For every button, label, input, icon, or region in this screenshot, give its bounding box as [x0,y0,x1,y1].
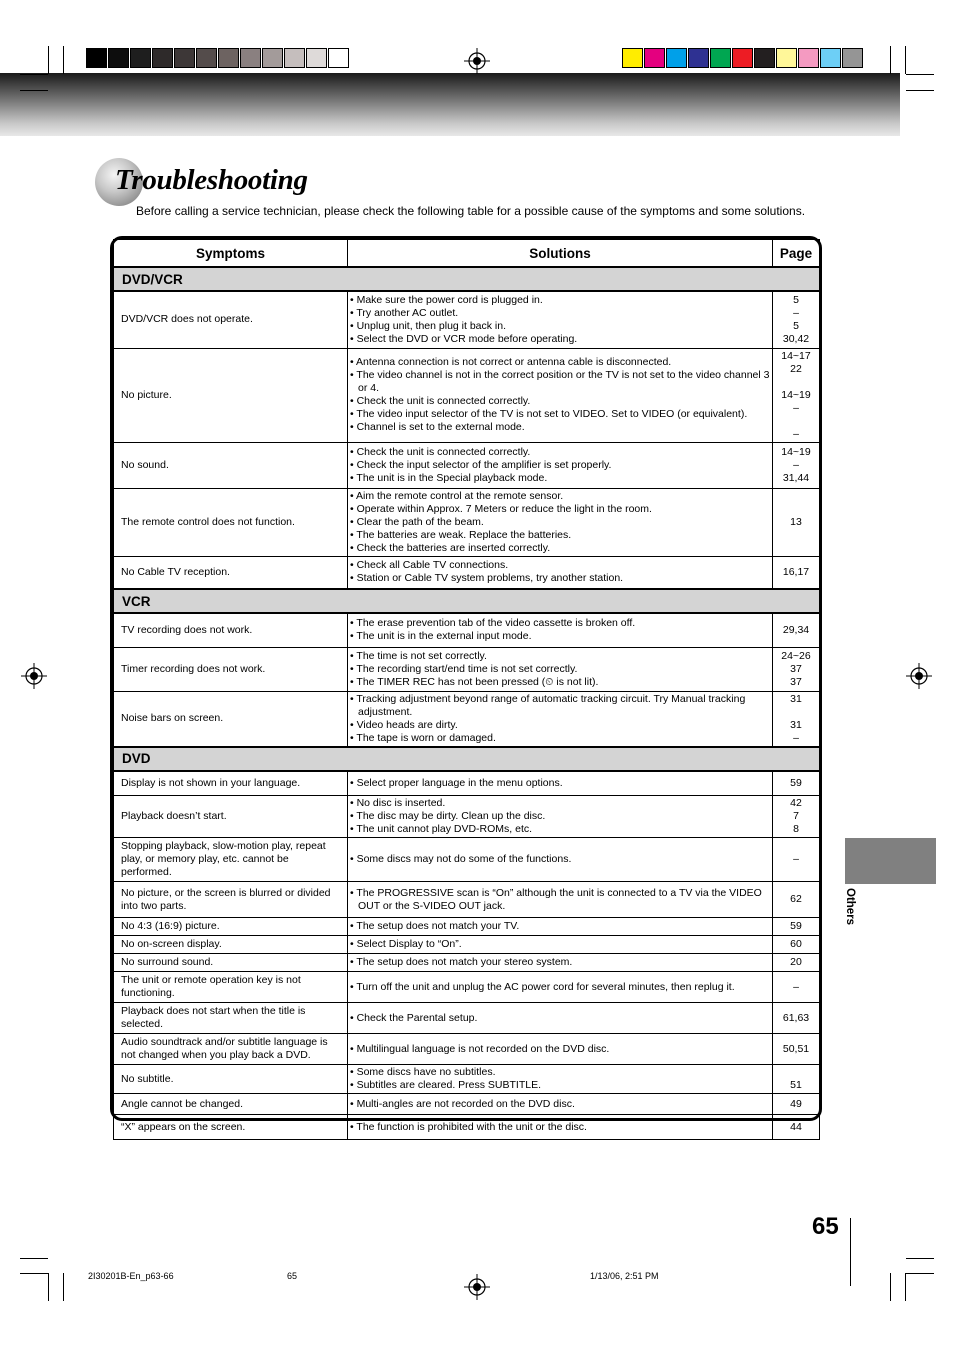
color-swatch [732,48,753,68]
color-swatch [798,48,819,68]
page-ref: 37 [790,675,802,688]
gray-swatch [306,48,327,68]
intro-text: Before calling a service technician, please check the following table for a possible cause of the symptoms and some solutions. [136,204,806,218]
title-block [95,158,495,208]
table-row [114,771,820,796]
page-ref: 31,44 [782,471,810,484]
page-cell [773,918,820,936]
solutions-cell [348,291,773,348]
page-ref: 8 [793,823,799,835]
color-swatch [644,48,665,68]
side-tab-label [838,888,862,948]
table-row [114,488,820,556]
table-row [114,1065,820,1094]
symptom-cell: Angle cannot be changed. [114,1094,348,1115]
color-swatch [688,48,709,68]
solution-item: • The setup does not match your TV. [350,920,520,932]
table-row [114,691,820,747]
solutions-cell [348,647,773,691]
table-row [114,1115,820,1140]
symptom-cell: Display is not shown in your language. [114,771,348,796]
symptom-cell: No sound. [114,442,348,488]
page-cell [773,771,820,796]
page-ref: 44 [790,1120,802,1133]
table-row [114,882,820,918]
solutions-cell [348,1034,773,1065]
symptom-cell: No picture, or the screen is blurred or divided into two parts. [114,882,348,918]
color-swatch [842,48,863,68]
page-cell [773,488,820,556]
gray-swatch [262,48,283,68]
solution-item: • Multilingual language is not recorded on the DVD disc. [350,1042,610,1055]
page-cell [773,936,820,954]
crop-mark [20,90,48,91]
table-row [114,1094,820,1115]
page-ref: 5 [793,319,799,332]
page-number: 65 [812,1213,839,1240]
table-row [114,918,820,936]
page-ref: 50,51 [782,1042,810,1055]
solution-item: • Unplug unit, then plug it back in. [350,319,507,332]
table-row [114,954,820,972]
gray-swatch [196,48,217,68]
solution-item: • Tracking adjustment beyond range of automatic tracking circuit. Try Manual tracking adjustment. [350,692,746,718]
page-ref: 59 [790,776,802,789]
solution-item: • Check the unit is connected correctly. [350,445,531,458]
symptom-cell: The unit or remote operation key is not functioning. [114,972,348,1003]
solution-item: • Check the input selector of the amplifier is set properly. [350,458,612,471]
solution-item: • Some discs have no subtitles. [350,1066,496,1078]
page-cell [773,1034,820,1065]
crop-mark [905,1273,906,1301]
gray-swatch [218,48,239,68]
page-ref [773,706,819,719]
page-cell [773,556,820,589]
page-cell [773,442,820,488]
symptom-cell: No picture. [114,348,348,442]
header-solutions: Solutions [348,240,773,268]
header-page: Page [773,240,820,268]
table-header-row [114,240,820,268]
page-ref [773,415,819,428]
gray-swatch [130,48,151,68]
solution-item: • Make sure the power cord is plugged in. [350,293,543,306]
solution-item: • Turn off the unit and unplug the AC power cord for several minutes, then replug it. [350,980,735,993]
page-ref: – [793,731,799,744]
section-row [114,267,820,291]
page-ref: 14~19 [781,445,811,458]
page-ref: 62 [790,893,802,905]
solution-item: • Operate within Approx. 7 Meters or reduce the light in the room. [350,502,652,515]
table-row [114,972,820,1003]
solution-item: • The recording start/end time is not set correctly. [350,662,578,675]
troubleshooting-grid [113,239,820,1140]
crop-mark [48,46,49,74]
table-row [114,1003,820,1034]
page-ref: 42 [790,797,802,809]
solution-item: • The unit is in the external input mode. [350,630,532,643]
solution-item: • Some discs may not do some of the functions. [350,853,572,865]
solutions-cell [348,442,773,488]
symptom-cell: TV recording does not work. [114,613,348,647]
solution-item: • Try another AC outlet. [350,306,459,319]
solution-item: • Aim the remote control at the remote sensor. [350,489,564,502]
crop-mark [890,1273,891,1301]
page-cell [773,838,820,882]
solutions-cell [348,556,773,589]
header-banner [0,73,900,136]
page-ref: 16,17 [782,565,810,578]
table-row [114,291,820,348]
solution-item: • The video channel is not in the correct position or the TV is not set to the video channel 3 or 4. [350,369,770,394]
crop-mark [890,46,891,74]
table-row [114,1034,820,1065]
symptom-cell: Audio soundtrack and/or subtitle language is not changed when you play back a DVD. [114,1034,348,1065]
registration-mark-icon [21,663,47,689]
symptom-cell: Stopping playback, slow-motion play, repeat play, or memory play, etc. cannot be performed. [114,838,348,882]
solution-item: • The function is prohibited with the unit or the disc. [350,1120,587,1133]
crop-mark [906,1258,934,1259]
page-ref: 61,63 [782,1011,810,1024]
page-ref: 49 [790,1097,802,1110]
solutions-cell [348,613,773,647]
page-ref: 7 [793,810,799,822]
crop-mark [20,1273,48,1274]
side-tab-text: Others [844,888,856,926]
solutions-cell [348,488,773,556]
symptom-cell: No Cable TV reception. [114,556,348,589]
section-row [114,747,820,771]
table-body [114,267,820,1140]
table-row [114,838,820,882]
solutions-cell [348,1115,773,1140]
page-ref: 31 [790,718,802,731]
solution-item: • Select proper language in the menu options. [350,776,563,789]
gray-swatch [328,48,349,68]
solution-item: • Antenna connection is not correct or antenna cable is disconnected. [350,356,672,368]
solutions-cell [348,691,773,747]
page-cell [773,1003,820,1034]
page-ref: 20 [790,956,802,968]
symptom-cell: “X” appears on the screen. [114,1115,348,1140]
solution-item: • The batteries are weak. Replace the batteries. [350,528,572,541]
page-cell [773,796,820,838]
solution-item: • Check the batteries are inserted correctly. [350,541,551,554]
page-cell [773,1094,820,1115]
solutions-cell [348,771,773,796]
color-swatch [820,48,841,68]
page-cell [773,691,820,747]
registration-mark-icon [906,663,932,689]
color-swatch [776,48,797,68]
symptom-cell: The remote control does not function. [114,488,348,556]
page-ref: – [793,458,799,471]
page-ref: 13 [790,515,802,528]
registration-mark-icon [464,48,490,74]
solutions-cell [348,972,773,1003]
crop-mark [63,46,64,74]
solutions-cell [348,348,773,442]
solution-item: • Check the unit is connected correctly. [350,395,531,407]
page-cell [773,348,820,442]
crop-mark [906,1273,934,1274]
footer-page: 65 [287,1271,298,1281]
solution-item: • Check all Cable TV connections. [350,559,509,572]
divider-line [850,1218,851,1286]
table-row [114,796,820,838]
color-swatch [666,48,687,68]
gray-swatch [174,48,195,68]
symptom-cell: DVD/VCR does not operate. [114,291,348,348]
solution-item: • The tape is worn or damaged. [350,731,496,744]
footer-code: 2I30201B-En_p63-66 [88,1271,174,1281]
crop-mark [905,46,906,74]
table-row [114,348,820,442]
page-ref: 59 [790,920,802,932]
page-cell [773,1115,820,1140]
table-row [114,556,820,589]
symptom-cell: Timer recording does not work. [114,647,348,691]
symptom-cell: Playback doesn’t start. [114,796,348,838]
crop-mark [20,1258,48,1259]
solutions-cell [348,882,773,918]
page-cell [773,613,820,647]
solution-item: • Video heads are dirty. [350,718,458,731]
page-cell [773,972,820,1003]
color-swatch [710,48,731,68]
footer-date: 1/13/06, 2:51 PM [590,1271,659,1281]
crop-mark [48,1273,49,1301]
color-swatch [622,48,643,68]
gray-swatch [86,48,107,68]
symptom-cell: No 4:3 (16:9) picture. [114,918,348,936]
solutions-cell [348,936,773,954]
solution-item: • The unit is in the Special playback mode. [350,471,548,484]
page-ref: – [793,853,799,865]
crop-mark [906,74,934,75]
page-ref: – [793,306,799,319]
solution-item: • Subtitles are cleared. Press SUBTITLE. [350,1079,541,1091]
solutions-cell [348,954,773,972]
section-title: DVD [114,747,820,771]
solution-item: • The video input selector of the TV is not set to VIDEO. Set to VIDEO (or equivalent). [350,408,748,420]
gray-swatch [152,48,173,68]
solution-item: • The unit cannot play DVD-ROMs, etc. [350,823,533,835]
solutions-cell [348,838,773,882]
page-cell [773,291,820,348]
page-ref: 5 [793,293,799,306]
solutions-cell [348,918,773,936]
table-row [114,936,820,954]
solutions-cell [348,1094,773,1115]
page-ref: – [793,401,799,414]
page-ref: – [793,980,799,993]
symptom-cell: No on-screen display. [114,936,348,954]
page-ref: 14~17 [781,349,811,362]
page-ref: 14~19 [781,388,811,401]
page-ref: 22 [790,362,802,375]
side-tab [845,838,936,884]
solutions-cell [348,1065,773,1094]
solution-item: • No disc is inserted. [350,797,446,809]
section-title: DVD/VCR [114,267,820,291]
page-title: Troubleshooting [115,164,308,196]
page-ref: 60 [790,938,802,950]
solution-item: • Select Display to “On”. [350,938,462,950]
page-cell [773,954,820,972]
solution-item: • The erase prevention tab of the video cassette is broken off. [350,617,636,630]
symptom-cell: Playback does not start when the title is selected. [114,1003,348,1034]
solution-item: • The PROGRESSIVE scan is “On” although the unit is connected to a TV via the VIDEO OUT or the S-VIDEO OUT jack. [350,886,762,912]
table-row [114,613,820,647]
solution-item: • The TIMER REC has not been pressed (⏲ is not lit). [350,675,599,688]
solutions-cell [348,1003,773,1034]
page-ref [773,1066,819,1079]
solution-item: • The disc may be dirty. Clean up the disc. [350,810,546,822]
solution-item: • Clear the path of the beam. [350,515,484,528]
page-cell [773,1065,820,1094]
crop-mark [63,1273,64,1301]
symptom-cell: No subtitle. [114,1065,348,1094]
registration-mark-icon [464,1274,490,1300]
troubleshooting-table [110,236,822,1133]
page-ref: 37 [790,662,802,675]
crop-mark [906,90,934,91]
page-ref: 51 [790,1079,802,1091]
page-cell [773,882,820,918]
solution-item: • Channel is set to the external mode. [350,421,525,433]
symptom-cell: No surround sound. [114,954,348,972]
solution-item: • Select the DVD or VCR mode before operating. [350,332,578,345]
page-ref: – [793,427,799,440]
solutions-cell [348,796,773,838]
header-symptoms: Symptoms [114,240,348,268]
page-ref: 24~26 [781,649,811,662]
table-row [114,442,820,488]
gray-swatch [240,48,261,68]
page-ref [773,376,819,389]
solution-item: • Multi-angles are not recorded on the DVD disc. [350,1097,575,1110]
section-title: VCR [114,589,820,613]
page-ref: 30,42 [782,332,810,345]
section-row [114,589,820,613]
symptom-cell: Noise bars on screen. [114,691,348,747]
solution-item: • The setup does not match your stereo system. [350,956,573,968]
solution-item: • Station or Cable TV system problems, try another station. [350,572,624,585]
gray-swatch [284,48,305,68]
page-cell [773,647,820,691]
color-swatch [754,48,775,68]
solution-item: • Check the Parental setup. [350,1011,478,1024]
solution-item: • The time is not set correctly. [350,649,487,662]
table-row [114,647,820,691]
gray-swatch [108,48,129,68]
page-ref: 31 [790,692,802,705]
crop-mark [20,74,48,75]
page-ref: 29,34 [782,623,810,636]
